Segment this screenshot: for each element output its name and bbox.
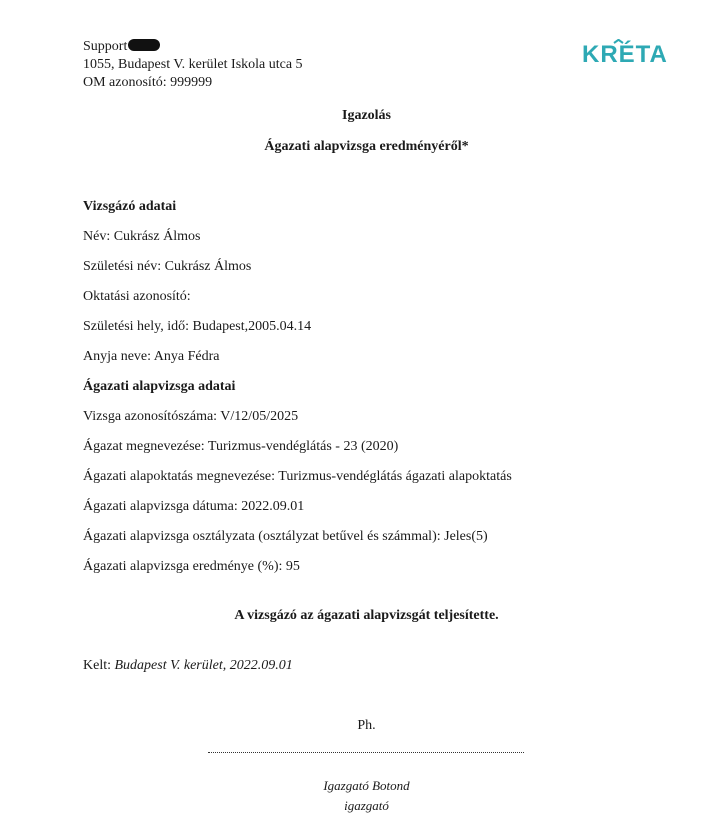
exam-id: Vizsga azonosítószáma: V/12/05/2025 — [83, 409, 299, 424]
candidate-name: Név: Cukrász Álmos — [83, 229, 201, 244]
issued-value: Budapest V. kerület, 2022.09.01 — [114, 658, 293, 673]
exam-sector: Ágazat megnevezése: Turizmus-vendéglátás - 23 (2020) — [83, 439, 399, 454]
issued-line — [83, 658, 293, 674]
exam-date: Ágazati alapvizsga dátuma: 2022.09.01 — [83, 499, 305, 514]
candidate-birth-place-date: Születési hely, idő: Budapest,2005.04.14 — [83, 319, 312, 334]
signatory-role: igazgató — [344, 798, 389, 813]
candidate-heading: Vizsgázó adatai — [83, 199, 177, 214]
kreta-logo — [582, 36, 668, 70]
document-title: Igazolás — [342, 108, 391, 123]
issuer-address: 1055, Budapest V. kerület Iskola utca 5 — [83, 57, 303, 72]
exam-heading: Ágazati alapvizsga adatai — [83, 379, 236, 394]
exam-grade: Ágazati alapvizsga osztályzata (osztályzat betűvel és számmal): Jeles(5) — [83, 529, 488, 544]
issuer-om-id: OM azonosító: 999999 — [83, 75, 213, 90]
signature-line — [208, 750, 524, 753]
exam-result: Ágazati alapvizsga eredménye (%): 95 — [83, 559, 300, 574]
issuer-name: Support — [83, 39, 128, 54]
signatory-name: Igazgató Botond — [323, 778, 410, 793]
candidate-edu-id: Oktatási azonosító: — [83, 289, 191, 304]
document-subtitle: Ágazati alapvizsga eredményéről* — [264, 139, 469, 154]
issuer-header — [83, 38, 303, 92]
redaction-mark — [128, 39, 160, 51]
logo-text: KRÉTA — [582, 41, 668, 68]
issuer-name-line — [83, 38, 303, 56]
issued-label: Kelt: — [83, 658, 115, 673]
candidate-birth-name: Születési név: Cukrász Álmos — [83, 259, 252, 274]
exam-basic-training: Ágazati alapoktatás megnevezése: Turizmus-vendéglátás ágazati alapoktatás — [83, 469, 512, 484]
candidate-mother-name: Anyja neve: Anya Fédra — [83, 349, 220, 364]
completion-statement: A vizsgázó az ágazati alapvizsgát teljesítette. — [234, 608, 499, 623]
stamp-placeholder: Ph. — [357, 718, 376, 733]
